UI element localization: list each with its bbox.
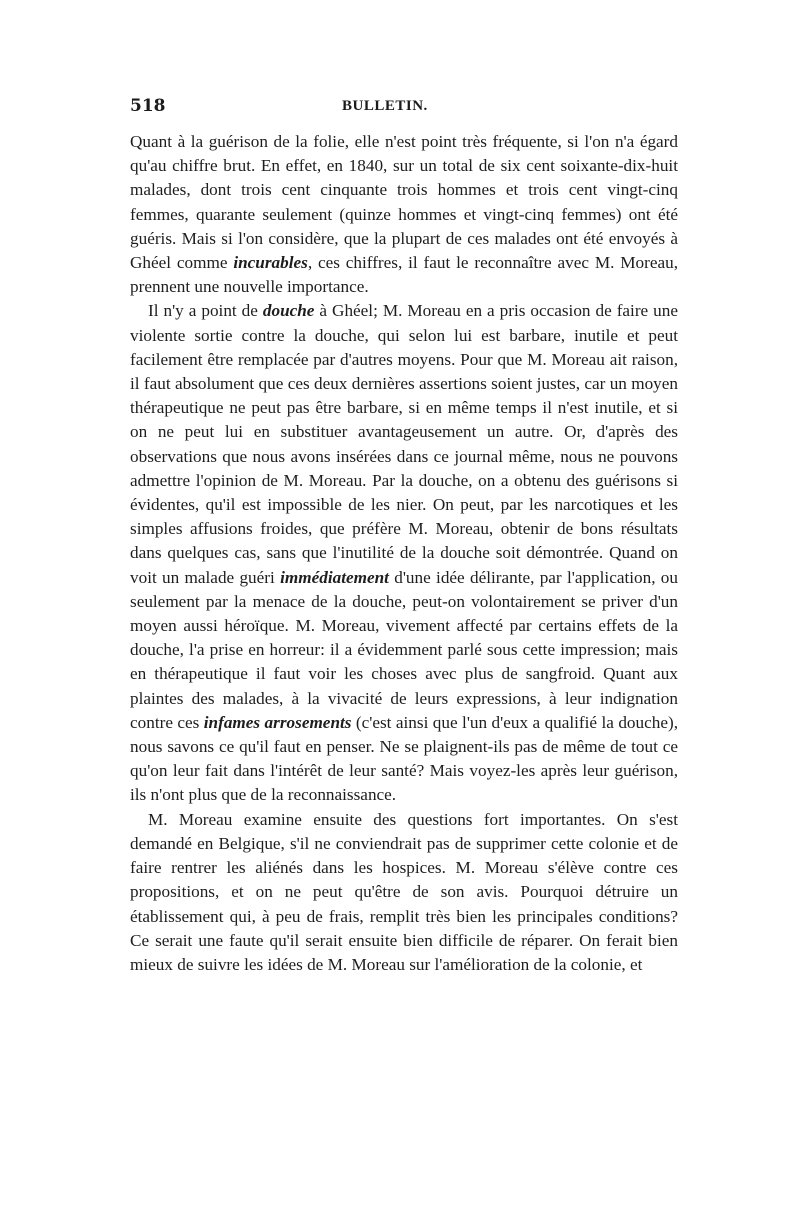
text-run: à Ghéel; M. Moreau en a pris occasion de faire une violente sortie contre la douche, qui selon lui est barbare, inutile et peut facilement être remplacée par d'autres moyens. Pour que M. Moreau ait raison, il faut absolument que ces deux dernières assertions soient justes, car un moyen thérapeutique ne peut pas être barbare, si en même temps il n'est inutile, et si on ne peut lui en substituer avantageusement un autre. Or, d'après des observations que nous avons insérées dans ce journal même, nous ne pouvons admettre l'opinion de M. Moreau. Par la douche, on a obtenu des guérisons si évidentes, qu'il est impossible de les nier. On peut, par les narcotiques et les simples affusions froides, que préfère M. Moreau, obtenir de bons résultats dans quelques cas, sans que l'inutilité de la douche soit démontrée. Quand on voit un malade guéri — [130, 301, 678, 587]
paragraph-3 — [130, 808, 678, 977]
emphasis-incurables: incurables — [233, 253, 308, 273]
paragraph-1 — [130, 130, 678, 299]
emphasis-douche: douche — [262, 301, 315, 321]
page-header — [130, 96, 678, 122]
page-number: 518 — [130, 96, 166, 116]
body-text — [130, 130, 678, 977]
text-run: (c'est ainsi que l'un d'eux a qualifié la douche), nous savons ce qu'il faut en penser. Ne se plaignent-ils pas de même de tout ce qu'on leur fait dans l'intérêt de leur santé? Mais voyez-les après leur guérison, ils n'ont plus que de la reconnaissance. — [130, 712, 678, 805]
text-run: M. Moreau examine ensuite des questions fort importantes. On s'est demandé en Belgique, s'il ne conviendrait pas de supprimer cette colonie et de faire rentrer les aliénés dans les hospices. M. Moreau s'élève contre ces propositions, et on ne peut qu'être de son avis. Pourquoi détruire un établissement qui, à peu de frais, remplit très bien les principales conditions? Ce serait une faute qu'il serait ensuite bien difficile de réparer. On ferait bien mieux de suivre les idées de M. Moreau sur l'amélioration de la colonie, et — [130, 809, 678, 974]
text-run: , ces chiffres, il faut le reconnaître avec M. Moreau, prennent une nouvelle importance. — [130, 253, 678, 297]
text-run: Quant à la guérison de la folie, elle n'est point très fréquente, si l'on n'a égard qu'au chiffre brut. En effet, en 1840, sur un total de six cent soixante-dix-huit malades, dont trois cent cinquante trois hommes et trois cent vingt-cinq femmes, quarante seulement (quinze hommes et vingt-cinq femmes) ont été guéris. Mais si l'on considère, que la plupart de ces malades ont été envoyés à Ghéel comme — [130, 132, 678, 273]
emphasis-immediatement: immédiatement — [280, 567, 389, 587]
paragraph-2 — [130, 299, 678, 807]
text-run: Il n'y a point de — [148, 301, 263, 321]
text-run: d'une idée délirante, par l'application, ou seulement par la menace de la douche, peut-on volontairement se priver d'un moyen aussi héroïque. M. Moreau, vivement affecté par certains effets de la douche, l'a prise en horreur: il a évidemment parlé sous cette impression; mais en thérapeutique il faut voir les choses avec plus de sangfroid. Quant aux plaintes des malades, à la vivacité de leurs expressions, à leur indignation contre ces — [130, 567, 678, 732]
running-head: BULLETIN. — [342, 98, 428, 114]
emphasis-infames-arrosements: infames arrosements — [203, 712, 352, 732]
